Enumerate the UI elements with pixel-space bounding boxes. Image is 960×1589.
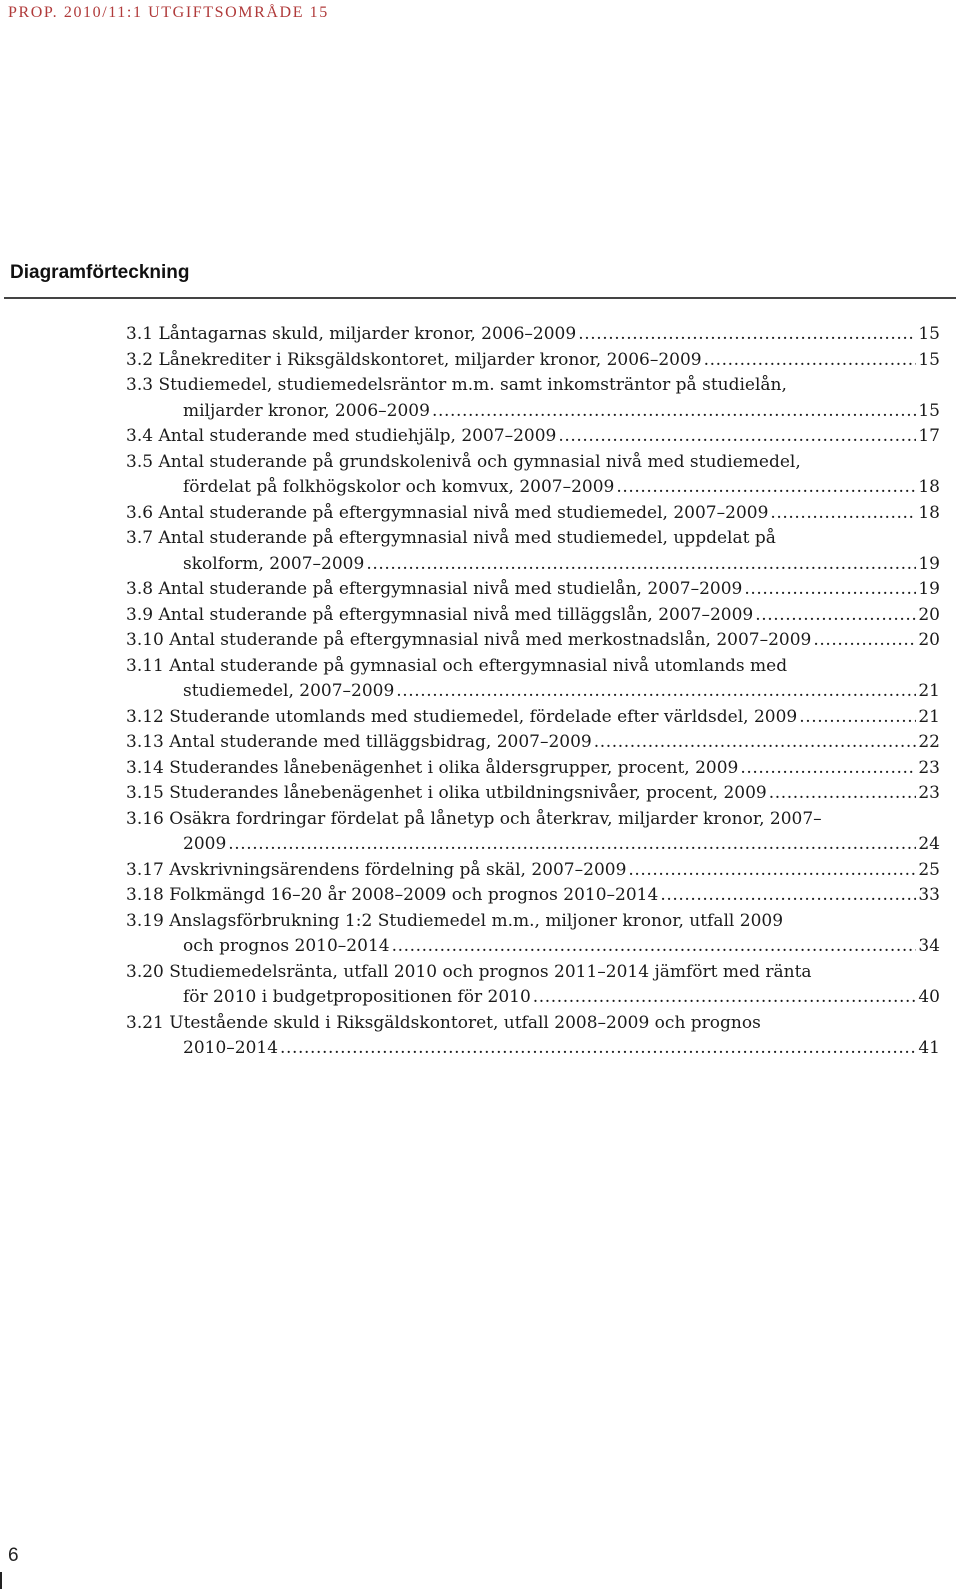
toc-entry-title-continued: skolform, 2007–2009 (183, 553, 365, 574)
toc-dot-leader (770, 501, 916, 527)
toc-entry[interactable] (126, 577, 940, 603)
title-divider (4, 297, 956, 299)
toc-dot-leader (704, 348, 917, 374)
toc-entry-page: 25 (918, 859, 940, 880)
toc-entry-line (126, 577, 940, 603)
toc-entry-title: Antal studerande med studiehjälp, 2007–2009 (158, 426, 557, 446)
toc-dot-leader (799, 705, 916, 731)
toc-entry-title: Utestående skuld i Riksgäldskontoret, utfall 2008–2009 och prognos (169, 1012, 761, 1033)
toc-entry-title-continued: studiemedel, 2007–2009 (183, 681, 395, 701)
toc-entry-line (126, 781, 940, 807)
toc-entry-title: Låntagarnas skuld, miljarder kronor, 2006–2009 (158, 324, 577, 344)
toc-entry-line (126, 1011, 940, 1037)
toc-entry-line (126, 501, 940, 527)
toc-entry-page: 23 (918, 783, 940, 803)
toc-entry[interactable] (126, 705, 940, 731)
toc-dot-leader (366, 552, 916, 578)
toc-entry[interactable] (126, 781, 940, 807)
toc-entry-line (126, 526, 940, 552)
toc-entry-number: 3.8 (126, 579, 154, 599)
toc-entry-number: 3.17 (126, 859, 164, 880)
toc-entry-page: 40 (918, 987, 940, 1007)
toc-entry-title-continued: fördelat på folkhögskolor och komvux, 2007–2009 (183, 477, 615, 497)
toc-entry-continuation (126, 679, 940, 705)
toc-entry[interactable] (126, 756, 940, 782)
toc-dot-leader (628, 858, 916, 884)
toc-entry-number: 3.15 (126, 783, 164, 803)
toc-dot-leader (396, 679, 916, 705)
toc-entry[interactable] (126, 450, 940, 501)
toc-entry-continuation (126, 934, 940, 960)
toc-entry-number: 3.3 (126, 375, 154, 395)
toc-entry-line (126, 322, 940, 348)
toc-entry-title: Antal studerande på eftergymnasial nivå med merkostnadslån, 2007–2009 (169, 630, 812, 650)
toc-entry-line (126, 424, 940, 450)
page-number: 6 (8, 1545, 19, 1566)
toc-entry-continuation (126, 399, 940, 425)
toc-entry-title: Anslagsförbrukning 1:2 Studiemedel m.m., miljoner kronor, utfall 2009 (169, 910, 784, 931)
toc-entry[interactable] (126, 960, 940, 1011)
toc-dot-leader (660, 883, 916, 909)
toc-entry-page: 15 (918, 349, 940, 370)
toc-entry[interactable] (126, 654, 940, 705)
toc-entry[interactable] (126, 526, 940, 577)
toc-dot-leader (740, 756, 916, 782)
toc-entry-title: Studiemedel, studiemedelsräntor m.m. samt inkomsträntor på studielån, (158, 375, 787, 395)
toc-entry-page: 19 (918, 579, 940, 599)
toc-entry[interactable] (126, 348, 940, 374)
toc-entry-continuation (126, 475, 940, 501)
toc-entry-line (126, 858, 940, 884)
toc-dot-leader (594, 730, 917, 756)
toc-dot-leader (228, 832, 916, 858)
toc-entry-title: Antal studerande på eftergymnasial nivå med tilläggslån, 2007–2009 (158, 604, 754, 625)
toc-entry-page: 23 (918, 757, 940, 778)
toc-entry-title: Studiemedelsränta, utfall 2010 och prognos 2011–2014 jämfört med ränta (169, 961, 812, 982)
toc-entry-page: 24 (918, 834, 940, 854)
toc-entry-page: 20 (918, 630, 940, 650)
toc-entry-page: 21 (918, 706, 940, 727)
toc-entry-line (126, 603, 940, 629)
toc-entry-continuation (126, 985, 940, 1011)
toc-entry-page: 18 (918, 477, 940, 497)
toc-entry[interactable] (126, 501, 940, 527)
toc-entry-title: Studerande utomlands med studiemedel, fördelade efter världsdel, 2009 (169, 706, 798, 727)
toc-dot-leader (578, 322, 916, 348)
toc-dot-leader (616, 475, 916, 501)
toc-entry-number: 3.1 (126, 324, 154, 344)
toc-entry-number: 3.2 (126, 349, 154, 370)
toc-entry-number: 3.10 (126, 630, 164, 650)
toc-entry-number: 3.18 (126, 885, 164, 905)
toc-entry-title: Studerandes lånebenägenhet i olika åldersgrupper, procent, 2009 (169, 757, 739, 778)
toc-entry-title: Antal studerande med tilläggsbidrag, 2007–2009 (169, 732, 592, 752)
toc-entry-line (126, 756, 940, 782)
toc-entry-line (126, 348, 940, 374)
toc-entry[interactable] (126, 373, 940, 424)
toc-entry-title-continued: för 2010 i budgetpropositionen för 2010 (183, 987, 531, 1007)
toc-entry-title-continued: miljarder kronor, 2006–2009 (183, 400, 430, 421)
toc-entry-title: Antal studerande på grundskolenivå och gymnasial nivå med studiemedel, (158, 451, 801, 472)
toc-entry[interactable] (126, 909, 940, 960)
toc-dot-leader (533, 985, 917, 1011)
toc-entry-title-continued: 2009 (183, 834, 227, 854)
toc-dot-leader (769, 781, 917, 807)
margin-bar (0, 1572, 2, 1589)
toc-entry-number: 3.21 (126, 1012, 164, 1033)
toc-entry[interactable] (126, 603, 940, 629)
toc-entry-page: 15 (918, 324, 940, 344)
toc-entry[interactable] (126, 322, 940, 348)
toc-entry-line (126, 705, 940, 731)
section-title: Diagramförteckning (10, 262, 190, 283)
toc-entry-number: 3.19 (126, 910, 164, 931)
toc-entry-title: Lånekrediter i Riksgäldskontoret, miljarder kronor, 2006–2009 (158, 349, 702, 370)
toc-entry-title: Antal studerande på eftergymnasial nivå med studiemedel, uppdelat på (158, 528, 776, 548)
toc-dot-leader (813, 628, 916, 654)
toc-entry-line (126, 654, 940, 680)
toc-entry-continuation (126, 1036, 940, 1062)
toc-entry-line (126, 960, 940, 986)
toc-entry-number: 3.5 (126, 451, 154, 472)
toc-entry[interactable] (126, 730, 940, 756)
toc-entry-number: 3.12 (126, 706, 164, 727)
toc-dot-leader (280, 1036, 916, 1062)
toc-entry-page: 33 (918, 885, 940, 905)
toc-entry-page: 18 (918, 502, 940, 523)
toc-entry-title: Antal studerande på eftergymnasial nivå med studiemedel, 2007–2009 (158, 502, 769, 523)
toc-entry-continuation (126, 552, 940, 578)
toc-entry[interactable] (126, 883, 940, 909)
toc-entry-number: 3.16 (126, 808, 164, 829)
toc-entry-line (126, 883, 940, 909)
toc-entry-number: 3.20 (126, 961, 164, 982)
toc-entry-line (126, 909, 940, 935)
figure-list (126, 322, 940, 1062)
toc-dot-leader (392, 934, 917, 960)
toc-entry-title: Folkmängd 16–20 år 2008–2009 och prognos 2010–2014 (169, 885, 659, 905)
toc-entry-page: 21 (918, 681, 940, 701)
toc-entry-number: 3.4 (126, 426, 154, 446)
toc-entry-number: 3.11 (126, 655, 164, 676)
toc-dot-leader (558, 424, 916, 450)
toc-entry-title-continued: och prognos 2010–2014 (183, 936, 390, 956)
toc-entry-line (126, 450, 940, 476)
toc-entry-number: 3.7 (126, 528, 154, 548)
toc-entry-title: Studerandes lånebenägenhet i olika utbildningsnivåer, procent, 2009 (169, 783, 767, 803)
toc-entry[interactable] (126, 628, 940, 654)
toc-entry-title: Antal studerande på eftergymnasial nivå med studielån, 2007–2009 (158, 579, 743, 599)
toc-entry-page: 19 (918, 553, 940, 574)
toc-entry[interactable] (126, 424, 940, 450)
toc-entry-page: 20 (918, 604, 940, 625)
toc-entry-title: Antal studerande på gymnasial och eftergymnasial nivå utomlands med (169, 655, 788, 676)
toc-entry-page: 17 (918, 426, 940, 446)
toc-entry-line (126, 373, 940, 399)
toc-entry-line (126, 807, 940, 833)
running-header: PROP. 2010/11:1 UTGIFTSOMRÅDE 15 (8, 4, 329, 21)
toc-entry-number: 3.6 (126, 502, 154, 523)
toc-entry-number: 3.14 (126, 757, 164, 778)
toc-entry-page: 41 (918, 1038, 940, 1058)
toc-dot-leader (744, 577, 916, 603)
toc-entry-title: Avskrivningsärendens fördelning på skäl, 2007–2009 (169, 859, 627, 880)
toc-entry-number: 3.9 (126, 604, 154, 625)
toc-entry-number: 3.13 (126, 732, 164, 752)
toc-entry-line (126, 628, 940, 654)
toc-entry-title: Osäkra fordringar fördelat på lånetyp och återkrav, miljarder kronor, 2007– (169, 808, 822, 829)
toc-entry[interactable] (126, 858, 940, 884)
toc-entry-page: 15 (918, 400, 940, 421)
toc-entry-page: 22 (918, 732, 940, 752)
toc-dot-leader (432, 399, 916, 425)
toc-entry[interactable] (126, 807, 940, 858)
toc-entry[interactable] (126, 1011, 940, 1062)
toc-dot-leader (755, 603, 916, 629)
toc-entry-page: 34 (918, 936, 940, 956)
toc-entry-title-continued: 2010–2014 (183, 1038, 279, 1058)
toc-entry-line (126, 730, 940, 756)
toc-entry-continuation (126, 832, 940, 858)
